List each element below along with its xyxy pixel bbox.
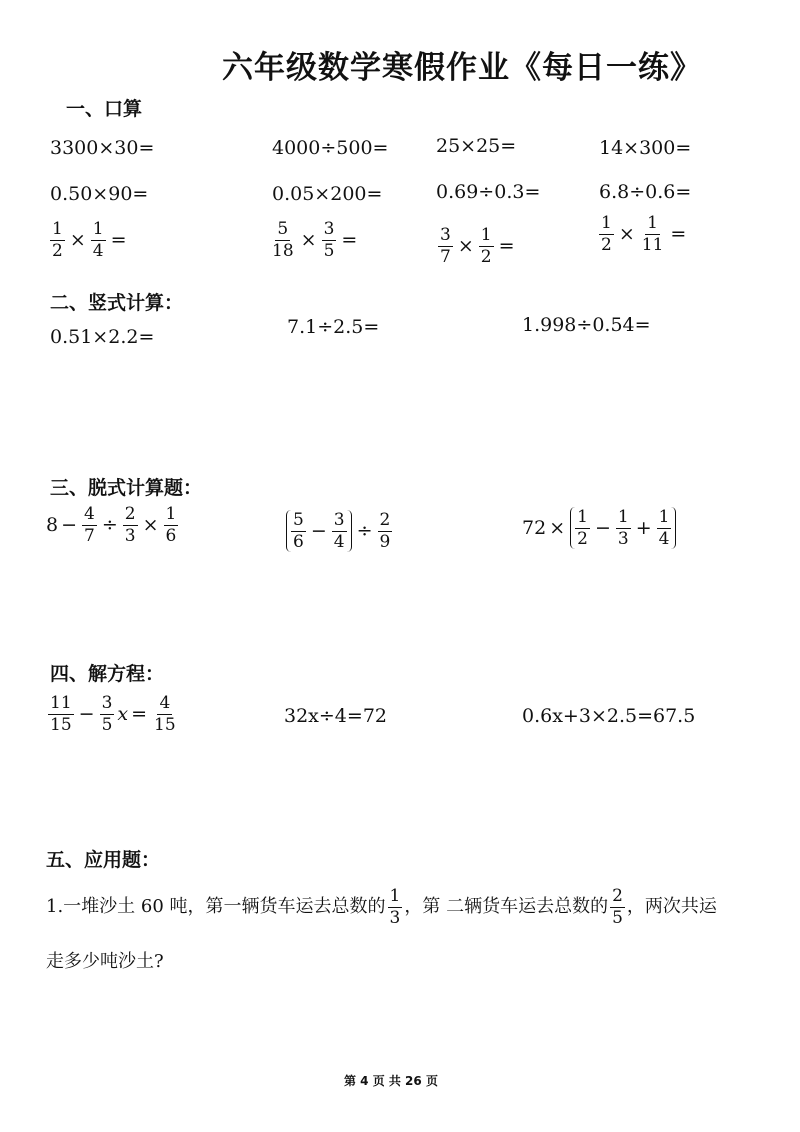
oral-fraction-problem [436, 226, 518, 266]
fraction [616, 508, 631, 548]
denominator: 5 [612, 907, 623, 928]
equals-sign: = [341, 228, 358, 251]
operator: ÷ [101, 513, 118, 536]
denominator: 4 [658, 528, 670, 549]
oral-problem: 6.8÷0.6= [599, 181, 692, 203]
word-problem-line2: 走多少吨沙土? [46, 951, 164, 972]
denominator: 11 [641, 234, 664, 255]
denominator: 2 [577, 528, 588, 549]
oral-problem: 14×300= [599, 137, 692, 159]
page-title: 六年级数学寒假作业《每日一练》 [222, 50, 702, 86]
numerator: 3 [333, 510, 345, 530]
fraction [640, 214, 666, 254]
denominator: 18 [272, 240, 294, 261]
equation-problem [46, 694, 180, 734]
denominator: 2 [52, 240, 63, 261]
word-problem-text: 1.一堆沙土 60 吨，第一辆货车运去总数的 [46, 896, 386, 918]
denominator: 3 [124, 525, 136, 546]
operator: ÷ [356, 519, 373, 542]
oral-problem: 3300×30= [50, 137, 155, 159]
numerator: 1 [658, 507, 670, 527]
denominator: 6 [293, 531, 304, 552]
fraction [91, 220, 106, 260]
fraction [291, 511, 306, 551]
stepwise-problem [46, 505, 180, 545]
fraction [100, 694, 115, 734]
oral-problem: 0.05×200= [272, 183, 383, 205]
section-heading-stepwise: 三、脱式计算题： [50, 477, 203, 499]
denominator: 9 [379, 531, 391, 552]
numerator: 4 [159, 693, 171, 713]
operator: × [457, 234, 474, 257]
numerator: 11 [50, 693, 72, 713]
numerator: 1 [165, 504, 177, 524]
section-heading-equations: 四、解方程： [50, 663, 165, 685]
numerator: 1 [601, 213, 612, 233]
denominator: 15 [50, 714, 72, 735]
numerator: 1 [480, 225, 492, 245]
operator: × [142, 513, 159, 536]
denominator: 4 [92, 240, 104, 261]
denominator: 15 [154, 714, 176, 735]
numerator: 1 [389, 886, 401, 906]
operator: × [549, 516, 566, 539]
denominator: 6 [165, 525, 177, 546]
numerator: 5 [277, 219, 289, 239]
page-number: 第 4 页 共 26 页 [344, 1074, 438, 1088]
fraction [164, 505, 179, 545]
fraction [657, 508, 672, 548]
equation-problem: 0.6x+3×2.5=67.5 [522, 705, 696, 727]
fraction [575, 508, 590, 548]
vertical-problem: 1.998÷0.54= [522, 314, 651, 336]
numerator: 3 [323, 219, 335, 239]
equation-problem: 32x÷4=72 [284, 705, 387, 727]
denominator: 4 [333, 531, 345, 552]
equals-sign: = [131, 702, 148, 725]
denominator: 2 [480, 246, 492, 267]
denominator: 7 [440, 246, 451, 267]
operator: × [300, 228, 317, 251]
fraction [322, 220, 337, 260]
denominator: 5 [101, 714, 113, 735]
word-problem-text: ，第 二辆货车运去总数的 [404, 896, 609, 918]
operator: + [635, 516, 652, 539]
oral-fraction-problem [48, 220, 130, 260]
numerator: 3 [440, 225, 451, 245]
stepwise-problem [522, 507, 678, 549]
numerator: 1 [52, 219, 63, 239]
number: 8 [46, 513, 59, 536]
section-heading-word-problems: 五、应用题： [46, 849, 161, 871]
oral-problem: 0.50×90= [50, 183, 149, 205]
fraction [378, 511, 393, 551]
fraction [332, 511, 347, 551]
operator: − [61, 513, 78, 536]
numerator: 3 [101, 693, 113, 713]
number: 72 [522, 516, 547, 539]
equals-sign: = [110, 228, 127, 251]
operator: − [594, 516, 611, 539]
numerator: 1 [617, 507, 629, 527]
numerator: 2 [379, 510, 391, 530]
denominator: 7 [84, 525, 95, 546]
denominator: 5 [323, 240, 335, 261]
operator: × [618, 222, 635, 245]
denominator: 3 [389, 907, 401, 928]
fraction [50, 220, 65, 260]
numerator: 2 [612, 886, 623, 906]
operator: − [78, 702, 95, 725]
variable: x [117, 702, 129, 725]
fraction [599, 214, 614, 254]
parentheses-group [286, 510, 352, 552]
section-heading-vertical: 二、竖式计算： [50, 292, 184, 314]
oral-fraction-problem [268, 220, 360, 260]
numerator: 1 [577, 507, 588, 527]
numerator: 1 [647, 213, 658, 233]
section-heading-oral: 一、口算 [66, 98, 143, 120]
denominator: 3 [617, 528, 629, 549]
word-problem-line1 [46, 887, 717, 927]
stepwise-problem [284, 510, 394, 552]
operator: − [310, 519, 327, 542]
numerator: 2 [124, 504, 136, 524]
oral-problem: 25×25= [436, 135, 517, 157]
fraction [479, 226, 494, 266]
denominator: 2 [601, 234, 612, 255]
fraction [152, 694, 178, 734]
fraction [388, 887, 403, 927]
operator: × [69, 228, 86, 251]
vertical-problem: 0.51×2.2= [50, 326, 155, 348]
equals-sign: = [670, 222, 687, 245]
oral-problem: 4000÷500= [272, 137, 389, 159]
fraction [438, 226, 453, 266]
numerator: 5 [293, 510, 304, 530]
fraction [270, 220, 296, 260]
parentheses-group [570, 507, 676, 549]
oral-fraction-problem [597, 214, 689, 254]
fraction [610, 887, 625, 927]
equals-sign: = [498, 234, 515, 257]
oral-problem: 0.69÷0.3= [436, 181, 541, 203]
word-problem-text: ，两次共运 [626, 896, 717, 918]
numerator: 4 [84, 504, 95, 524]
numerator: 1 [92, 219, 104, 239]
fraction [48, 694, 74, 734]
fraction [123, 505, 138, 545]
vertical-problem: 7.1÷2.5= [287, 316, 380, 338]
fraction [82, 505, 97, 545]
